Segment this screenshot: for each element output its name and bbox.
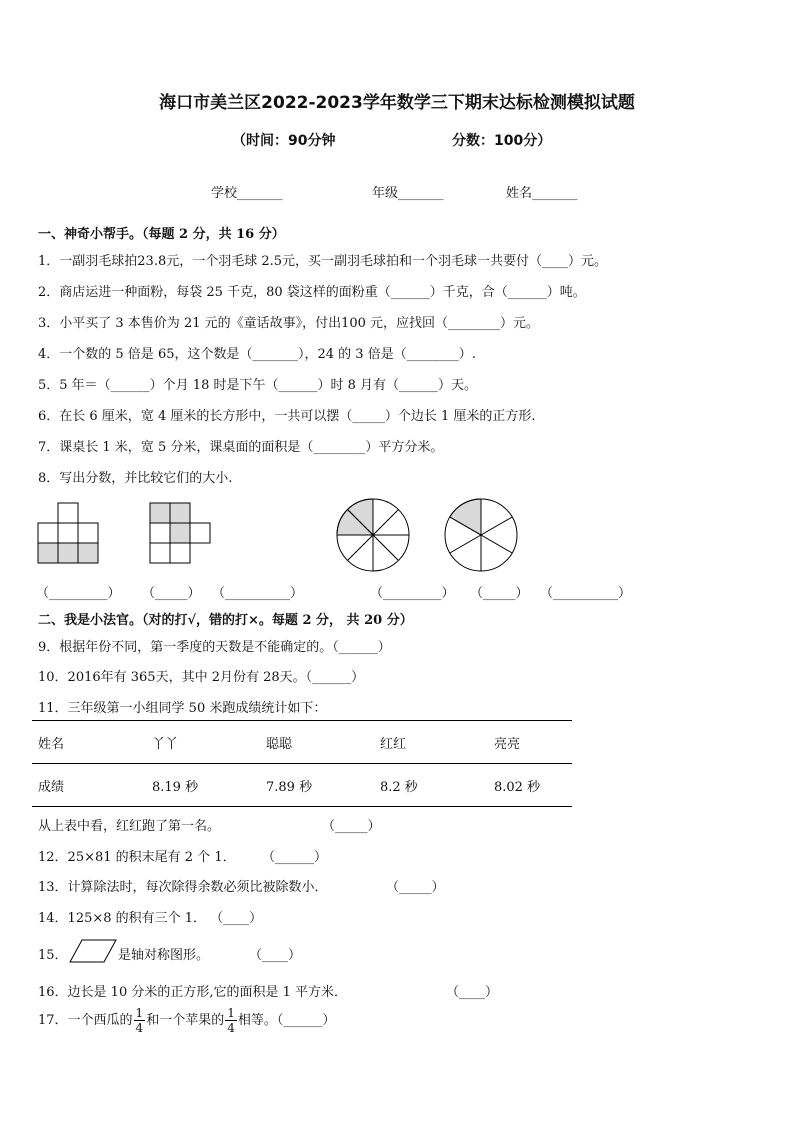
- fraction-numerator: 1: [135, 1006, 144, 1020]
- q12-answer[interactable]: （______）: [262, 850, 328, 865]
- parallelogram-icon: [68, 938, 118, 964]
- question-10: 10．2016年有 365天，其中 2月份有 28天。（______）: [38, 670, 365, 685]
- question-13: 13．计算除法时，每次除得余数必须比被除数小．: [38, 880, 328, 895]
- grid-figure-1: [36, 502, 100, 564]
- table-cell: 亮亮: [488, 721, 572, 764]
- q11-answer[interactable]: （_____）: [322, 819, 381, 834]
- q8-answer-3[interactable]: （__________）: [212, 586, 304, 601]
- fraction-denominator: 4: [135, 1021, 144, 1035]
- page-title: 海口市美兰区2022-2023学年数学三下期末达标检测模拟试题: [159, 93, 635, 113]
- school-field[interactable]: 学校_______: [211, 186, 283, 201]
- q15-answer[interactable]: （____）: [249, 948, 302, 963]
- q8-answer-1[interactable]: （_________）: [36, 586, 121, 601]
- table-cell: 姓名: [32, 721, 146, 764]
- question-6: 6．在长 6 厘米，宽 4 厘米的长方形中，一共可以摆（_____）个边长 1 厘米的正方形.: [38, 409, 536, 424]
- circle-figure-eighths: [334, 496, 412, 574]
- grade-field[interactable]: 年级_______: [372, 186, 444, 201]
- section2-title: 二、我是小法官。（对的打√，错的打×。每题 2 分， 共 20 分）: [38, 613, 413, 628]
- section1-title: 一、神奇小帮手。（每题 2 分，共 16 分）: [38, 227, 285, 242]
- question-5: 5．5 年＝（______）个月 18 时是下午（______）时 8 月有（______）天。: [38, 378, 478, 393]
- q17-part-c: 相等。（______）: [237, 1013, 336, 1028]
- table-row: [32, 764, 572, 807]
- name-field[interactable]: 姓名_______: [506, 186, 578, 201]
- question-12: 12．25×81 的积末尾有 2 个 1．: [38, 850, 236, 865]
- fraction-numerator: 1: [227, 1006, 235, 1020]
- question-11-statement: 从上表中看，红红跑了第一名。: [38, 819, 221, 834]
- question-2: 2．商店运进一种面粉，每袋 25 千克，80 袋这样的面粉重（______）千克，合（______）吨。: [38, 285, 586, 300]
- question-7: 7．课桌长 1 米，宽 5 分米，课桌面的面积是（________）平方分米。: [38, 440, 444, 455]
- table-header-row: [32, 721, 572, 764]
- fraction-one-quarter: [134, 1006, 146, 1035]
- q13-answer[interactable]: （_____）: [386, 880, 445, 895]
- table-cell: 8.19 秒: [146, 764, 260, 807]
- exam-score: 分数：100分）: [452, 133, 552, 149]
- q16-answer[interactable]: （____）: [446, 985, 499, 1000]
- question-14: 14．125×8 的积有三个 1． （____）: [38, 911, 263, 926]
- table-cell: 丫丫: [146, 721, 260, 764]
- table-cell: 成绩: [32, 764, 146, 807]
- q8-answer-5[interactable]: （_____）: [470, 586, 529, 601]
- question-15-number: 15．: [38, 948, 68, 963]
- circle-figure-sixths: [442, 496, 520, 574]
- fraction-one-quarter: [225, 1006, 237, 1035]
- question-17: [38, 1006, 335, 1035]
- question-8: 8．写出分数，并比较它们的大小.: [38, 471, 233, 486]
- question-4: 4．一个数的 5 倍是 65，这个数是（_______），24 的 3 倍是（________）.: [38, 347, 476, 362]
- table-cell: 8.02 秒: [488, 764, 572, 807]
- question-16: 16．边长是 10 分米的正方形,它的面积是 1 平方米．: [38, 985, 348, 1000]
- q8-answer-4[interactable]: （_________）: [370, 586, 455, 601]
- question-11: 11．三年级第一小组同学 50 米跑成绩统计如下：: [38, 701, 327, 716]
- question-1: 1．一副羽毛球拍23.8元，一个羽毛球 2.5元，买一副羽毛球拍和一个羽毛球一共要付（____）元。: [38, 254, 608, 269]
- question-15-text: 是轴对称图形。: [118, 948, 210, 963]
- score-table: [32, 720, 572, 807]
- exam-time: （时间：90分钟: [232, 133, 336, 149]
- table-cell: 红红: [374, 721, 488, 764]
- question-9: 9．根据年份不同，第一季度的天数是不能确定的。（______）: [38, 640, 391, 655]
- q8-answer-6[interactable]: （__________）: [540, 586, 632, 601]
- fraction-denominator: 4: [227, 1021, 235, 1035]
- table-cell: 聪聪: [260, 721, 374, 764]
- q8-answer-2[interactable]: （_____）: [142, 586, 201, 601]
- table-cell: 8.2 秒: [374, 764, 488, 807]
- grid-figure-2: [148, 502, 212, 564]
- q17-part-a: 17．一个西瓜的: [38, 1013, 133, 1028]
- table-cell: 7.89 秒: [260, 764, 374, 807]
- q17-part-b: 和一个苹果的: [146, 1013, 225, 1028]
- question-3: 3．小平买了 3 本售价为 21 元的《童话故事》，付出100 元，应找回（________）元。: [38, 316, 540, 331]
